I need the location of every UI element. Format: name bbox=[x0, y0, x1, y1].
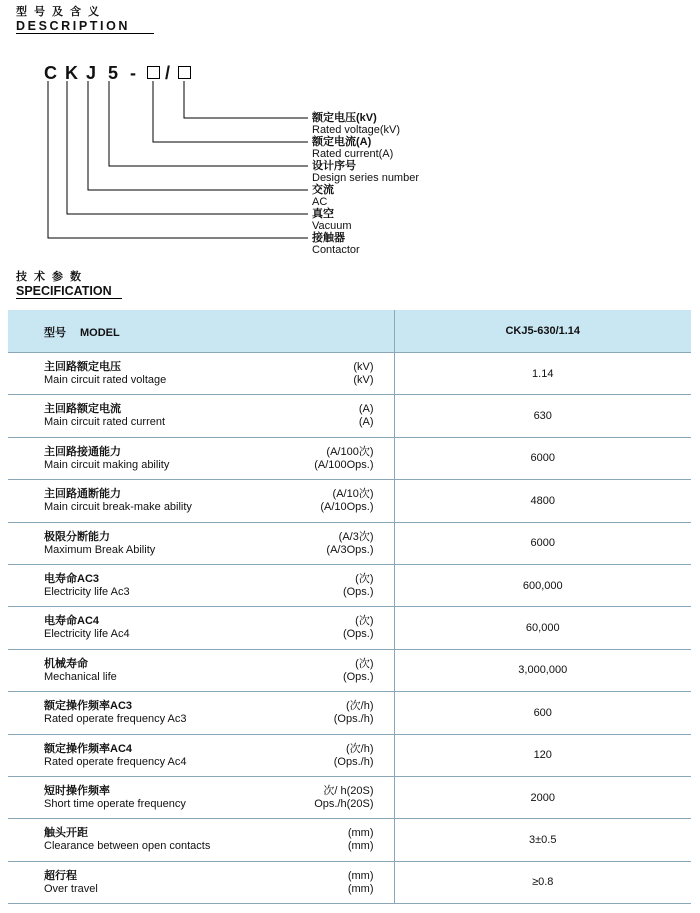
param-unit-en: (Ops.) bbox=[342, 670, 374, 683]
code-letter-k: K bbox=[65, 63, 78, 83]
param-value: ≥0.8 bbox=[394, 861, 691, 903]
legend-cn: 额定电压(kV) bbox=[312, 112, 377, 124]
param-name-cn: 主回路接通能力 bbox=[44, 445, 121, 458]
specification-title-cn: 技术参数 bbox=[16, 271, 88, 283]
table-row bbox=[8, 861, 691, 903]
param-unit-cn: (次) bbox=[355, 657, 374, 670]
param-name-en: Electricity life Ac4 bbox=[44, 628, 130, 641]
param-cell bbox=[8, 564, 394, 606]
code-slash: / bbox=[165, 63, 171, 83]
param-name-cn: 额定操作频率AC4 bbox=[44, 742, 133, 755]
param-name-cn: 主回路额定电压 bbox=[44, 361, 121, 373]
table-row bbox=[8, 649, 691, 691]
param-name-cn: 额定操作频率AC3 bbox=[44, 700, 133, 713]
param-cell bbox=[8, 522, 394, 564]
param-value: 6000 bbox=[394, 437, 691, 479]
param-unit-en: (mm) bbox=[347, 840, 374, 853]
param-name-cn: 主回路额定电流 bbox=[44, 403, 121, 416]
table-row bbox=[8, 395, 691, 437]
param-name-en: Maximum Break Ability bbox=[44, 543, 156, 556]
param-unit-cn: (次) bbox=[355, 572, 374, 585]
param-name-en: Main circuit rated voltage bbox=[44, 374, 167, 386]
param-cell bbox=[8, 395, 394, 437]
code-letter-j: J bbox=[86, 63, 97, 83]
param-name-en: Rated operate frequency Ac4 bbox=[44, 755, 187, 768]
legend-en: Vacuum bbox=[312, 220, 352, 232]
param-value: 3±0.5 bbox=[394, 819, 691, 861]
table-row bbox=[8, 437, 691, 479]
param-name-en: Rated operate frequency Ac3 bbox=[44, 713, 187, 726]
leader-voltage bbox=[184, 81, 308, 118]
param-unit-cn: (次) bbox=[355, 615, 374, 628]
table-row bbox=[8, 607, 691, 649]
param-cell bbox=[8, 353, 394, 395]
specification-title-underline bbox=[16, 298, 122, 299]
code-digit-5: 5 bbox=[108, 63, 119, 83]
header-label-cn: 型号 bbox=[44, 327, 66, 339]
param-name-en: Main circuit making ability bbox=[44, 458, 170, 471]
param-value: 120 bbox=[394, 734, 691, 776]
param-unit-en: (Ops./h) bbox=[333, 755, 374, 768]
legend-vacuum bbox=[312, 208, 352, 232]
specification-heading bbox=[16, 271, 122, 299]
legend-design-series bbox=[312, 160, 419, 184]
table-row bbox=[8, 522, 691, 564]
leader-ac bbox=[88, 81, 308, 190]
param-unit-cn: (kV) bbox=[353, 361, 374, 373]
param-unit-cn: (mm) bbox=[347, 827, 374, 840]
param-unit-cn: 次/ h(20S) bbox=[323, 784, 374, 797]
param-unit-en: (Ops.) bbox=[342, 628, 374, 641]
param-name-cn: 极限分断能力 bbox=[44, 530, 110, 543]
param-name-cn: 电寿命AC3 bbox=[44, 572, 100, 585]
legend-en: Rated current(A) bbox=[312, 148, 394, 160]
table-header-row bbox=[8, 310, 691, 353]
param-value: 60,000 bbox=[394, 607, 691, 649]
param-unit-cn: (A/10次) bbox=[332, 488, 374, 501]
param-value: 1.14 bbox=[394, 353, 691, 395]
param-unit-en: (Ops.) bbox=[342, 585, 374, 598]
legend-contactor bbox=[312, 232, 360, 256]
param-cell bbox=[8, 692, 394, 734]
param-unit-cn: (A) bbox=[358, 403, 374, 416]
param-unit-cn: (A/3次) bbox=[338, 530, 374, 543]
param-unit-cn: (次/h) bbox=[346, 700, 374, 713]
param-unit-cn: (A/100次) bbox=[326, 445, 374, 458]
param-cell bbox=[8, 649, 394, 691]
param-value: 4800 bbox=[394, 480, 691, 522]
param-value: 3,000,000 bbox=[394, 649, 691, 691]
leader-vacuum bbox=[67, 81, 308, 214]
leader-current bbox=[153, 81, 308, 142]
table-row bbox=[8, 819, 691, 861]
param-name-cn: 电寿命AC4 bbox=[44, 615, 100, 628]
param-cell bbox=[8, 607, 394, 649]
param-name-en: Mechanical life bbox=[44, 670, 117, 683]
legend-en: Design series number bbox=[312, 172, 419, 184]
description-title-cn: 型号及含义 bbox=[16, 6, 106, 18]
param-name-en: Clearance between open contacts bbox=[44, 840, 211, 853]
param-cell bbox=[8, 861, 394, 903]
legend-cn: 交流 bbox=[312, 184, 334, 196]
param-value: 600 bbox=[394, 692, 691, 734]
param-name-en: Electricity life Ac3 bbox=[44, 585, 130, 598]
table-row bbox=[8, 480, 691, 522]
table-row bbox=[8, 776, 691, 818]
param-cell bbox=[8, 734, 394, 776]
leader-series bbox=[109, 81, 308, 166]
param-cell bbox=[8, 819, 394, 861]
param-value: 600,000 bbox=[394, 564, 691, 606]
table-row bbox=[8, 353, 691, 395]
description-title-en: DESCRIPTION bbox=[16, 19, 131, 33]
legend-cn: 设计序号 bbox=[312, 160, 356, 172]
code-letter-c: C bbox=[44, 63, 57, 83]
param-value: 630 bbox=[394, 395, 691, 437]
header-model-cell: CKJ5-630/1.14 bbox=[394, 310, 691, 353]
param-name-cn: 短时操作频率 bbox=[44, 784, 110, 797]
param-cell bbox=[8, 776, 394, 818]
param-value: 6000 bbox=[394, 522, 691, 564]
table-row bbox=[8, 692, 691, 734]
param-unit-en: (Ops./h) bbox=[333, 713, 374, 726]
param-unit-en: (kV) bbox=[353, 374, 374, 386]
param-name-cn: 主回路通断能力 bbox=[44, 488, 121, 501]
param-name-en: Short time operate frequency bbox=[44, 797, 186, 810]
param-unit-en: Ops./h(20S) bbox=[314, 797, 374, 810]
header-label-en: MODEL bbox=[80, 327, 120, 339]
param-name-cn: 触头开距 bbox=[44, 827, 88, 840]
legend-en: Rated voltage(kV) bbox=[312, 124, 401, 136]
param-name-cn: 超行程 bbox=[44, 869, 77, 882]
table-row bbox=[8, 734, 691, 776]
specification-title-en: SPECIFICATION bbox=[16, 284, 112, 298]
param-unit-en: (mm) bbox=[347, 882, 374, 895]
param-unit-cn: (mm) bbox=[347, 869, 374, 882]
param-unit-en: (A) bbox=[358, 416, 374, 429]
code-dash: - bbox=[130, 63, 136, 83]
legend-rated-current bbox=[312, 136, 393, 160]
param-unit-en: (A/3Ops.) bbox=[326, 543, 374, 556]
legend-en: AC bbox=[312, 196, 328, 208]
param-value: 2000 bbox=[394, 776, 691, 818]
legend-cn: 真空 bbox=[312, 208, 334, 220]
legend-cn: 额定电流(A) bbox=[312, 136, 372, 148]
param-cell bbox=[8, 480, 394, 522]
param-name-en: Main circuit rated current bbox=[44, 416, 166, 429]
header-param-cell bbox=[8, 310, 394, 353]
param-unit-en: (A/100Ops.) bbox=[314, 458, 374, 471]
table-row bbox=[8, 564, 691, 606]
legend-ac bbox=[312, 184, 334, 208]
param-name-cn: 机械寿命 bbox=[44, 657, 88, 670]
legend-rated-voltage bbox=[312, 112, 400, 136]
param-cell bbox=[8, 437, 394, 479]
legend-cn: 接触器 bbox=[312, 232, 345, 244]
specification-table bbox=[8, 310, 691, 904]
param-name-en: Over travel bbox=[44, 882, 98, 895]
param-name-en: Main circuit break-make ability bbox=[44, 501, 192, 514]
legend-en: Contactor bbox=[312, 244, 360, 256]
param-unit-en: (A/10Ops.) bbox=[320, 501, 374, 514]
param-unit-cn: (次/h) bbox=[346, 742, 374, 755]
